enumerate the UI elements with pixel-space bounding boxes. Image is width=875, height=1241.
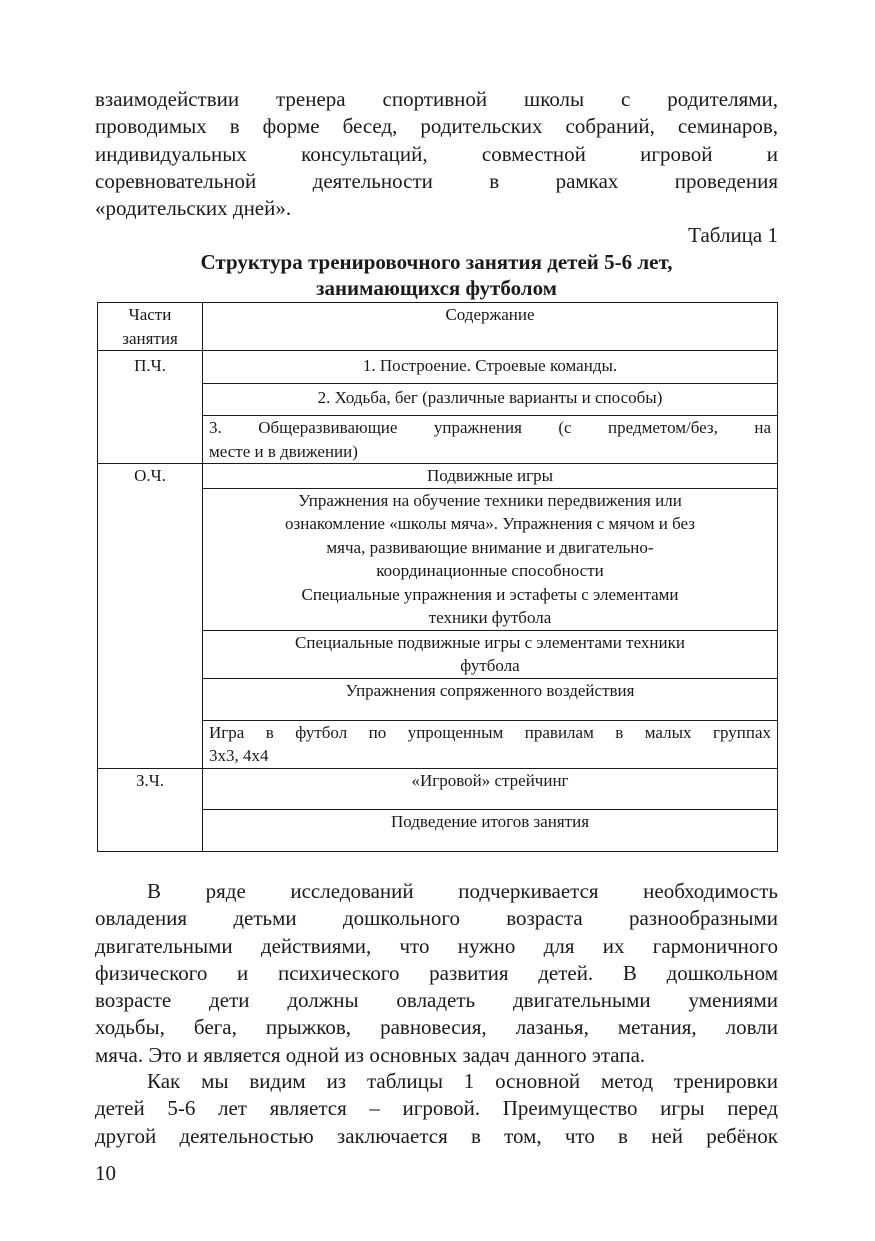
table-row <box>98 351 778 384</box>
content-line: Игра в футбол по упрощенным правилам в малых группах <box>209 722 771 742</box>
text-line: другой деятельностью заключается в том, что в ней ребёнок <box>95 1123 778 1148</box>
table-header-row <box>98 303 778 351</box>
text-line: «родительских дней». <box>95 196 292 221</box>
content-line: Упражнения сопряженного воздействия <box>345 680 635 700</box>
part-cell: З.Ч. <box>98 768 203 851</box>
header-parts-line: занятия <box>122 328 178 348</box>
content-line: Специальные подвижные игры с элементами техники <box>295 632 685 652</box>
header-parts-cell <box>98 303 203 351</box>
text-line: двигательными действиями, что нужно для их гармоничного <box>95 933 778 958</box>
text-line: ходьбы, бега, прыжков, равновесия, лазанья, метания, ловли <box>95 1015 778 1040</box>
content-line: Специальные упражнения и эстафеты с элементами <box>301 584 679 604</box>
content-line: месте и в движении) <box>209 441 358 461</box>
table-label: Таблица 1 <box>688 223 778 247</box>
intro-paragraph <box>95 86 778 222</box>
content-cell <box>203 464 778 489</box>
content-line: Подведение итогов занятия <box>390 811 590 831</box>
text-line: детей 5-6 лет является – игровой. Преимущество игры перед <box>95 1096 778 1121</box>
text-line: взаимодействии тренера спортивной школы с родителями, <box>95 87 778 111</box>
page-number: 10 <box>95 1161 116 1185</box>
content-line: Подвижные игры <box>426 466 554 485</box>
content-cell <box>203 768 778 809</box>
content-line: мяча, развивающие внимание и двигательно- <box>326 537 654 557</box>
content-cell <box>203 351 778 384</box>
table-row <box>98 768 778 809</box>
table-row <box>98 464 778 489</box>
content-cell <box>203 384 778 416</box>
content-line: Упражнения на обучение техники передвижения или <box>298 490 682 510</box>
text-line: В ряде исследований подчеркивается необходимость <box>147 879 778 903</box>
content-cell <box>203 630 778 678</box>
content-line: техники футбола <box>428 608 552 627</box>
text-line: мяча. Это и является одной из основных задач данного этапа. <box>95 1042 646 1067</box>
content-cell <box>203 488 778 630</box>
content-cell <box>203 416 778 464</box>
text-line: соревновательной деятельности в рамках проведения <box>95 168 778 193</box>
content-line: 1. Построение. Строевые команды. <box>362 356 618 375</box>
text-line: физического и психического развития детей. В дошкольном <box>95 960 778 985</box>
text-line: Как мы видим из таблицы 1 основной метод тренировки <box>147 1069 778 1093</box>
content-cell <box>203 809 778 851</box>
header-parts-line: Части <box>128 305 172 324</box>
part-cell: П.Ч. <box>98 351 203 464</box>
table-title-line: занимающихся футболом <box>316 276 557 300</box>
text-line: проводимых в форме бесед, родительских собраний, семинаров, <box>95 114 778 139</box>
content-line: ознакомление «школы мяча». Упражнения с мячом и без <box>285 514 695 533</box>
body-paragraph <box>95 878 778 1069</box>
content-cell <box>203 678 778 720</box>
text-line: возрасте дети должны овладеть двигательными умениями <box>95 988 778 1013</box>
content-line: координационные способности <box>376 561 604 580</box>
content-line: 3х3, 4х4 <box>209 746 269 765</box>
header-content-cell: Содержание <box>203 303 778 351</box>
table-title <box>95 249 778 301</box>
content-cell <box>203 720 778 768</box>
content-line: футбола <box>460 656 520 675</box>
body-paragraph <box>95 1068 778 1150</box>
content-line: 3. Общеразвивающие упражнения (с предметом/без, на <box>209 418 771 437</box>
text-line: овладения детьми дошкольного возраста разнообразными <box>95 906 778 931</box>
content-line: 2. Ходьба, бег (различные варианты и способы) <box>317 388 663 407</box>
table-title-line: Структура тренировочного занятия детей 5-6 лет, <box>200 250 673 274</box>
text-line: индивидуальных консультаций, совместной игровой и <box>95 141 778 166</box>
part-cell: О.Ч. <box>98 464 203 769</box>
training-structure-table <box>97 302 778 852</box>
content-line: «Игровой» стрейчинг <box>411 770 569 790</box>
